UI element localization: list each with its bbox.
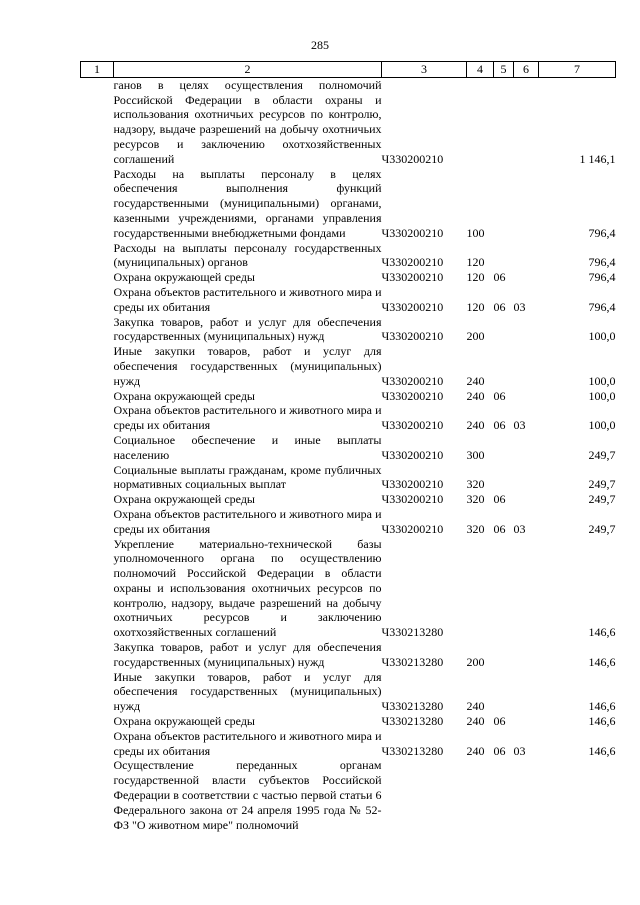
subsection-cell <box>514 241 539 271</box>
subsection-cell <box>514 640 539 670</box>
table-row <box>81 389 616 404</box>
section-cell: 06 <box>493 270 506 285</box>
amount-cell: 146,6 <box>588 625 616 640</box>
column-header: 3 <box>382 62 467 78</box>
table-row <box>81 492 616 507</box>
amount-cell <box>539 758 616 832</box>
target-article-cell: Ч330200210 <box>381 492 444 507</box>
item-name-cell: Охрана окружающей среды <box>113 714 255 729</box>
section-cell <box>494 670 514 714</box>
target-article-cell: Ч330200210 <box>381 299 444 314</box>
section-cell <box>494 344 514 388</box>
expense-type-cell: 320 <box>466 477 485 492</box>
subsection-cell <box>514 389 539 404</box>
amount-cell: 1 146,1 <box>579 151 616 166</box>
amount-cell: 146,6 <box>588 654 616 669</box>
amount-cell: 249,7 <box>588 447 616 462</box>
section-cell: 06 <box>493 299 506 314</box>
subsection-cell: 03 <box>513 521 526 536</box>
section-cell: 06 <box>493 714 506 729</box>
subsection-cell <box>514 315 539 345</box>
item-name-cell: Закупка товаров, работ и услуг для обеспечения государственных (муниципальных) нужд <box>113 314 382 344</box>
row-spacer-cell <box>81 241 114 271</box>
table-row <box>81 670 616 714</box>
target-article-cell: Ч330200210 <box>381 329 444 344</box>
expense-type-cell: 320 <box>466 492 485 507</box>
row-spacer-cell <box>81 537 114 641</box>
row-spacer-cell <box>81 492 114 507</box>
table-row <box>81 285 616 315</box>
section-cell <box>494 241 514 271</box>
table-row <box>81 77 616 166</box>
expense-type-cell: 120 <box>466 270 485 285</box>
column-header: 7 <box>539 62 616 78</box>
amount-cell: 100,0 <box>588 418 616 433</box>
item-name-cell: Охрана объектов растительного и животного мира и среды их обитания <box>113 506 382 536</box>
target-article-cell: Ч330213280 <box>381 625 444 640</box>
amount-cell: 796,4 <box>588 299 616 314</box>
table-row <box>81 403 616 433</box>
item-name-cell: Социальное обеспечение и иные выплаты населению <box>113 432 382 462</box>
row-spacer-cell <box>81 758 114 832</box>
subsection-cell <box>514 758 539 832</box>
target-article-cell: Ч330200210 <box>381 447 444 462</box>
expense-type-cell <box>467 537 494 641</box>
expense-type-cell: 200 <box>466 654 485 669</box>
row-spacer-cell <box>81 389 114 404</box>
item-name-cell: Охрана окружающей среды <box>113 492 255 507</box>
expense-type-cell: 120 <box>466 255 485 270</box>
page-number: 285 <box>311 38 329 52</box>
expense-type-cell <box>467 758 494 832</box>
amount-cell: 146,6 <box>588 743 616 758</box>
row-spacer-cell <box>81 729 114 759</box>
amount-cell: 796,4 <box>588 255 616 270</box>
target-article-cell: Ч330200210 <box>381 477 444 492</box>
subsection-cell: 03 <box>513 299 526 314</box>
target-article-cell: Ч330213280 <box>381 714 444 729</box>
section-cell: 06 <box>493 492 506 507</box>
row-spacer-cell <box>81 640 114 670</box>
item-name-cell: Иные закупки товаров, работ и услуг для обеспечения государственных (муниципальных) нужд <box>113 344 382 388</box>
column-header: 6 <box>514 62 539 78</box>
row-spacer-cell <box>81 463 114 493</box>
subsection-cell <box>514 537 539 641</box>
section-cell <box>494 640 514 670</box>
target-article-cell <box>382 758 467 832</box>
target-article-cell: Ч330213280 <box>381 699 444 714</box>
table-row <box>81 537 616 641</box>
expense-type-cell <box>467 77 494 166</box>
subsection-cell <box>514 344 539 388</box>
row-spacer-cell <box>81 315 114 345</box>
target-article-cell: Ч330213280 <box>381 654 444 669</box>
amount-cell: 100,0 <box>588 329 616 344</box>
section-cell: 06 <box>493 521 506 536</box>
subsection-cell <box>514 77 539 166</box>
item-name-cell: Расходы на выплаты персоналу государственных (муниципальных) органов <box>113 240 382 270</box>
expense-type-cell: 240 <box>466 388 485 403</box>
target-article-cell: Ч330213280 <box>381 743 444 758</box>
table-row <box>81 640 616 670</box>
section-cell <box>494 537 514 641</box>
table-body <box>81 77 616 832</box>
row-spacer-cell <box>81 433 114 463</box>
row-spacer-cell <box>81 507 114 537</box>
column-header: 5 <box>494 62 514 78</box>
amount-cell: 146,6 <box>588 699 616 714</box>
target-article-cell: Ч330200210 <box>381 388 444 403</box>
item-name-cell: Охрана окружающей среды <box>113 270 255 285</box>
subsection-cell <box>514 270 539 285</box>
item-name-cell: Иные закупки товаров, работ и услуг для обеспечения государственных (муниципальных) нужд <box>113 669 382 714</box>
section-cell: 06 <box>493 743 506 758</box>
table-row <box>81 344 616 388</box>
amount-cell: 796,4 <box>588 225 616 240</box>
row-spacer-cell <box>81 403 114 433</box>
target-article-cell: Ч330200210 <box>381 373 444 388</box>
table-row <box>81 714 616 729</box>
subsection-cell: 03 <box>513 743 526 758</box>
section-cell <box>494 77 514 166</box>
subsection-cell: 03 <box>513 418 526 433</box>
expense-type-cell: 240 <box>466 699 485 714</box>
amount-cell: 100,0 <box>588 373 616 388</box>
row-spacer-cell <box>81 167 114 241</box>
amount-cell: 249,7 <box>588 477 616 492</box>
table-row <box>81 758 616 832</box>
amount-cell: 100,0 <box>588 388 616 403</box>
target-article-cell: Ч330200210 <box>381 270 444 285</box>
column-header: 1 <box>81 62 114 78</box>
table-row <box>81 167 616 241</box>
expense-type-cell: 240 <box>466 373 485 388</box>
item-name-cell: Закупка товаров, работ и услуг для обеспечения государственных (муниципальных) нужд <box>113 640 382 669</box>
row-spacer-cell <box>81 285 114 315</box>
item-name-cell: Укрепление материально-технической базы уполномоченного органа по осуществлению полномочий Российской Федерации в области охраны и использования охотничьих ресурсов по контролю, надзору, выдаче разрешений на добычу охотничьих ресурсов и заключению охотхозяйственных соглашений <box>113 536 382 640</box>
table-row <box>81 729 616 759</box>
section-cell <box>494 463 514 493</box>
item-name-cell: Расходы на выплаты персоналу в целях обеспечения выполнения функций государственными (муниципальными) органами, казенными учреждениями, органами управления государственными внебюджетными фондами <box>113 166 382 240</box>
amount-cell: 146,6 <box>588 714 616 729</box>
item-name-cell: Осуществление переданных органам государственной власти субъектов Российской Федерации в соответствии с частью первой статьи 6 Федерального закона от 24 апреля 1995 года № 52-ФЗ "О животном мире" полномочий <box>113 758 382 832</box>
section-cell: 06 <box>493 388 506 403</box>
target-article-cell: Ч330200210 <box>381 225 444 240</box>
amount-cell: 796,4 <box>588 270 616 285</box>
expense-type-cell: 240 <box>466 743 485 758</box>
expense-type-cell: 240 <box>466 418 485 433</box>
row-spacer-cell <box>81 714 114 729</box>
target-article-cell: Ч330200210 <box>381 521 444 536</box>
expense-type-cell: 320 <box>466 521 485 536</box>
expense-type-cell: 300 <box>466 447 485 462</box>
subsection-cell <box>514 433 539 463</box>
row-spacer-cell <box>81 670 114 714</box>
expense-type-cell: 240 <box>466 714 485 729</box>
item-name-cell: Охрана окружающей среды <box>113 388 255 403</box>
item-name-cell: Охрана объектов растительного и животного мира и среды их обитания <box>113 284 382 314</box>
target-article-cell: Ч330200210 <box>381 418 444 433</box>
table-row <box>81 270 616 285</box>
section-cell <box>494 167 514 241</box>
subsection-cell <box>514 167 539 241</box>
section-cell: 06 <box>493 418 506 433</box>
table-row <box>81 507 616 537</box>
amount-cell: 249,7 <box>588 492 616 507</box>
subsection-cell <box>514 714 539 729</box>
subsection-cell <box>514 492 539 507</box>
budget-table <box>80 61 616 832</box>
amount-cell: 249,7 <box>588 521 616 536</box>
column-header: 4 <box>467 62 494 78</box>
item-name-cell: Охрана объектов растительного и животного мира и среды их обитания <box>113 728 382 758</box>
item-name-cell: Социальные выплаты гражданам, кроме публичных нормативных социальных выплат <box>113 462 382 492</box>
table-row <box>81 463 616 493</box>
table-row <box>81 433 616 463</box>
item-name-cell: ганов в целях осуществления полномочий Российской Федерации в области охраны и использования охотничьих ресурсов по контролю, надзору, выдаче разрешений на добычу охотничьих ресурсов и заключению охотхозяйственных соглашений <box>113 77 382 166</box>
target-article-cell: Ч330200210 <box>381 151 444 166</box>
target-article-cell: Ч330200210 <box>381 255 444 270</box>
table-row <box>81 241 616 271</box>
section-cell <box>494 315 514 345</box>
subsection-cell <box>514 463 539 493</box>
row-spacer-cell <box>81 270 114 285</box>
row-spacer-cell <box>81 77 114 166</box>
section-cell <box>494 433 514 463</box>
expense-type-cell: 200 <box>466 329 485 344</box>
item-name-cell: Охрана объектов растительного и животного мира и среды их обитания <box>113 403 382 433</box>
section-cell <box>494 758 514 832</box>
subsection-cell <box>514 670 539 714</box>
column-header: 2 <box>114 62 382 78</box>
expense-type-cell: 120 <box>466 299 485 314</box>
table-row <box>81 315 616 345</box>
row-spacer-cell <box>81 344 114 388</box>
table-header-row <box>81 62 616 78</box>
expense-type-cell: 100 <box>466 225 485 240</box>
